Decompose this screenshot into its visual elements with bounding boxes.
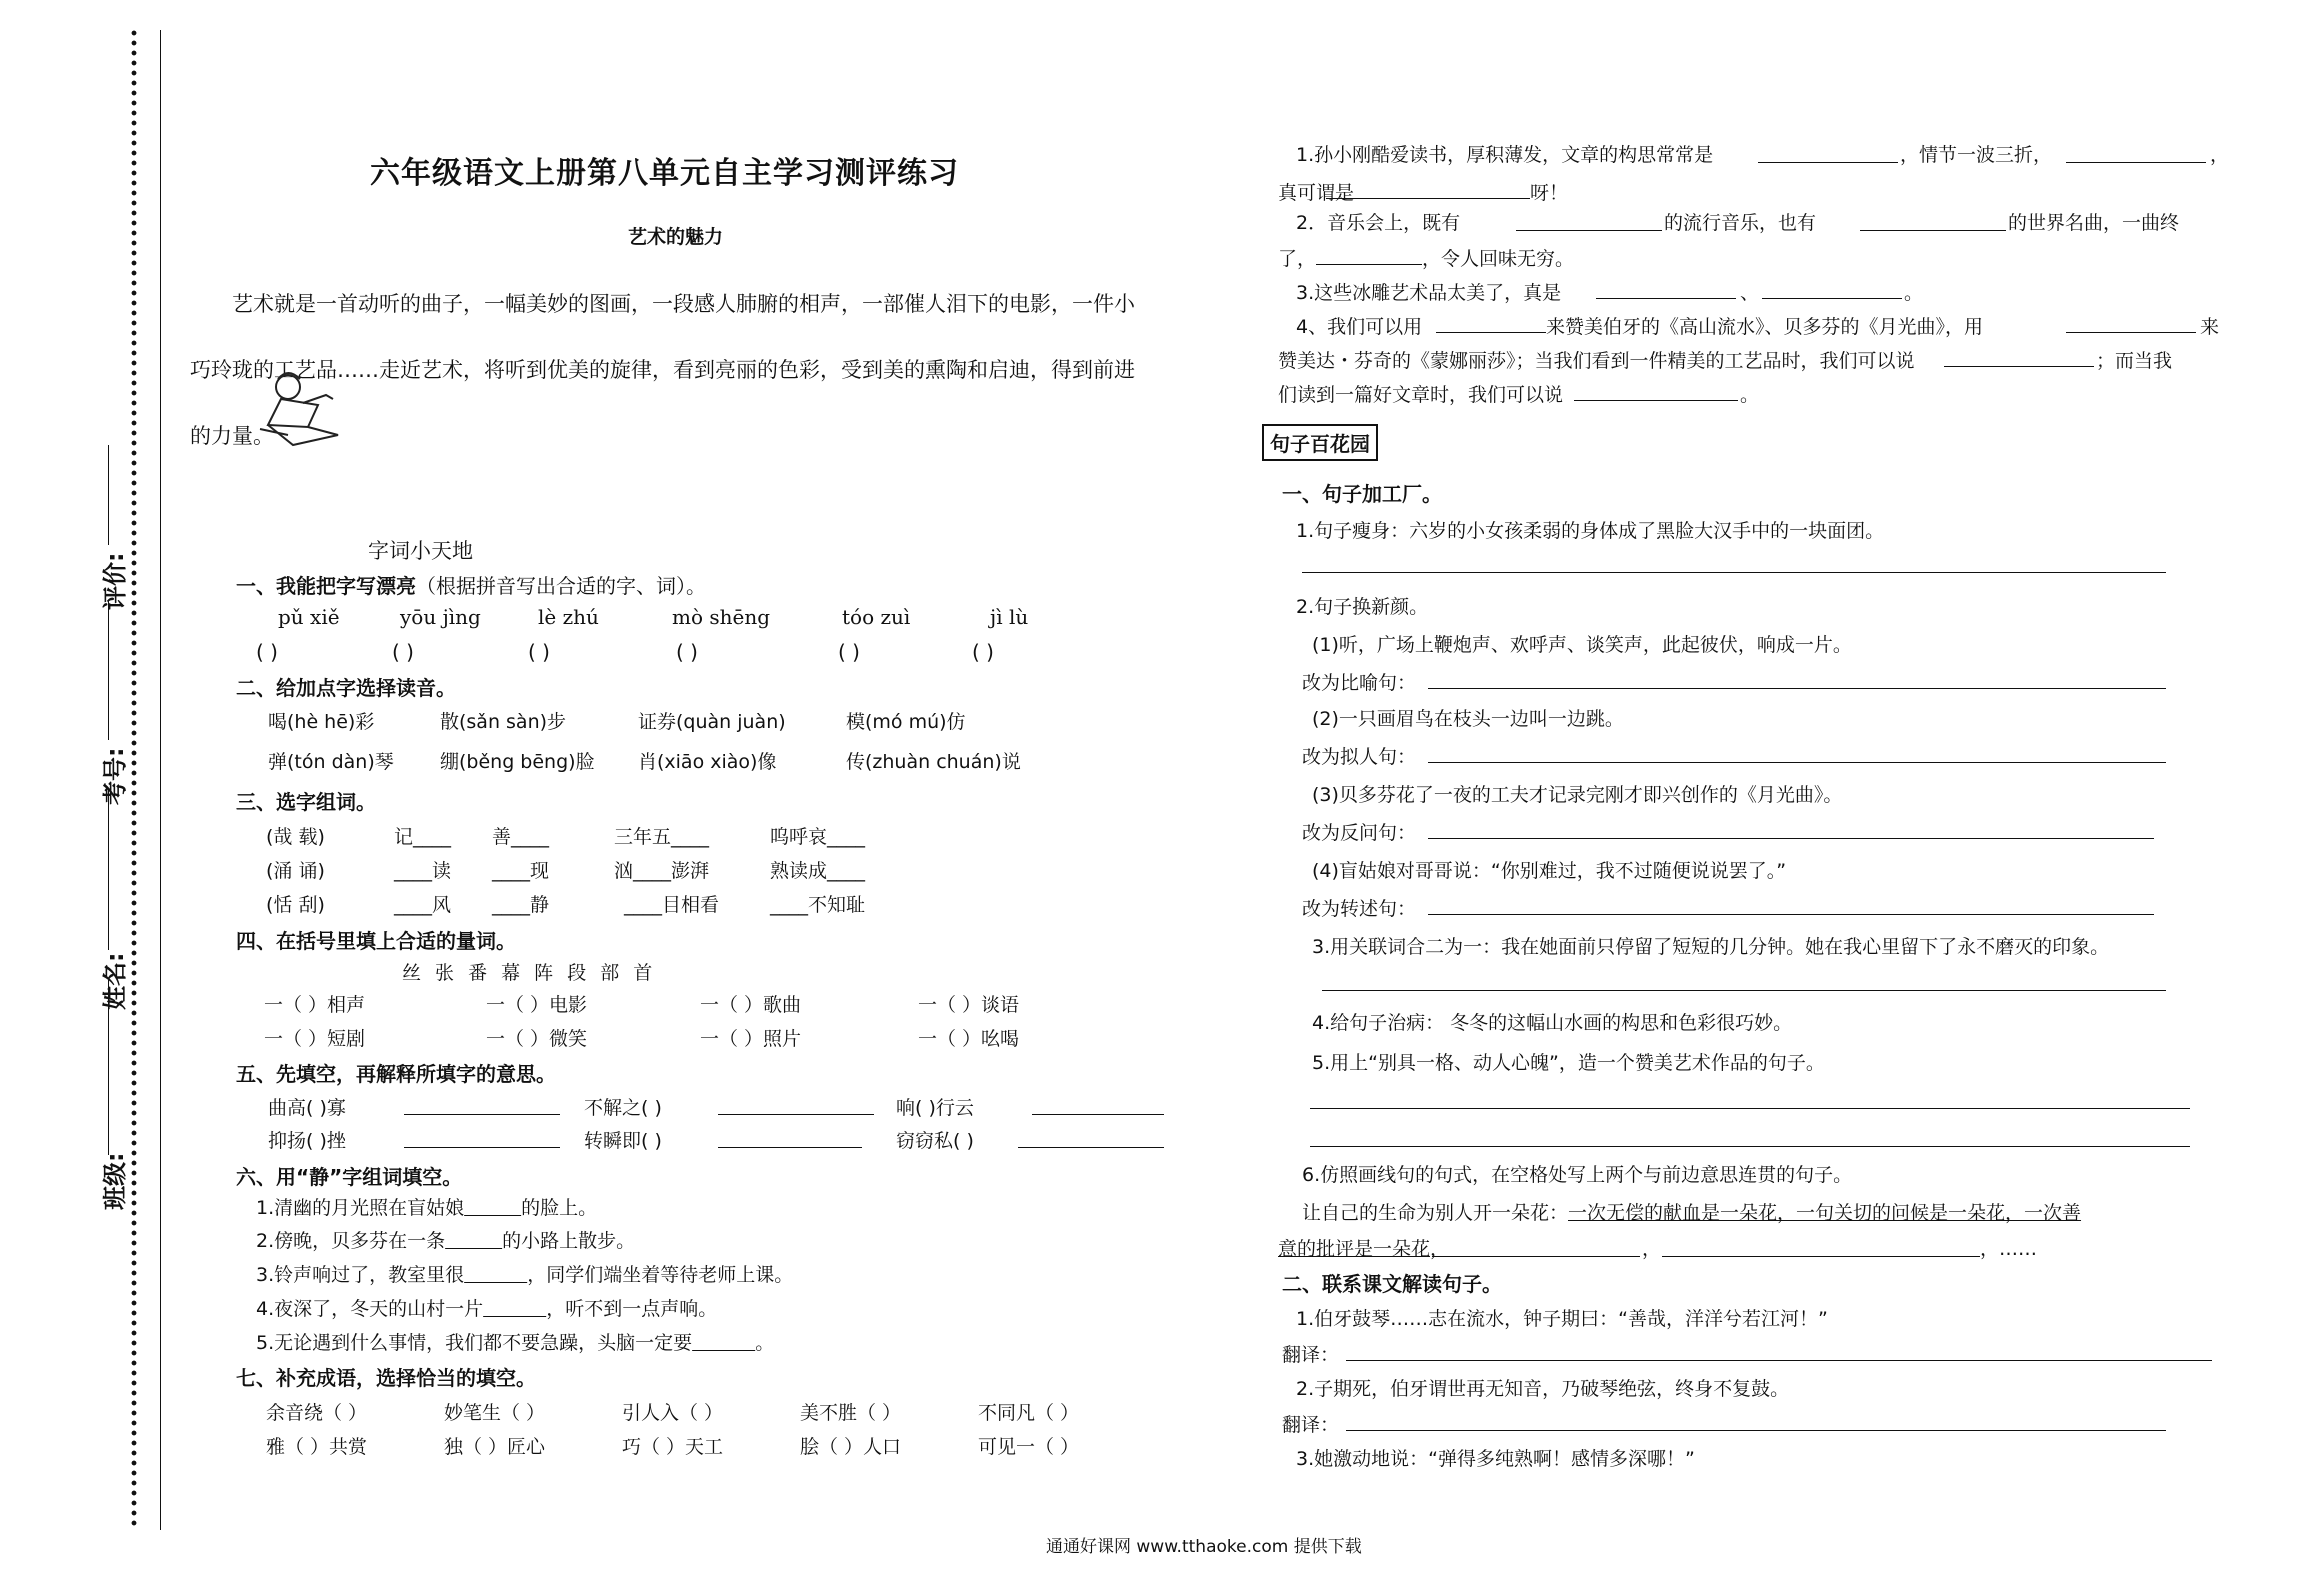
q6-item-2: 2.傍晚，贝多芬在一条 的小路上散步。 xyxy=(256,1230,636,1252)
pinyin-2: yōu jìng xyxy=(400,605,481,629)
grade-field-line xyxy=(108,445,109,545)
q7-heading: 七、补充成语，选择恰当的填空。 xyxy=(236,1366,536,1390)
q4-item-6[interactable]: 一（ ）微笑 xyxy=(486,1028,588,1050)
q3-r1-c[interactable]: 三年五____ xyxy=(614,826,710,848)
underlined-example: 一次无偿的献血是一朵花，一句关切的问候是一朵花，一次善 xyxy=(1568,1202,2082,1224)
q2-item-1: 喝(hè hē)彩 xyxy=(268,711,375,733)
margin-line xyxy=(160,30,161,1530)
translate-label-2: 翻译： xyxy=(1282,1414,1340,1436)
exam-no-label: 考号: xyxy=(101,747,129,805)
q1-heading: 一、我能把字写漂亮（根据拼音写出合适的字、词）。 xyxy=(236,574,706,598)
q7-item-9[interactable]: 脍（ ）人口 xyxy=(800,1436,902,1458)
q3-r2-a[interactable]: ____读 xyxy=(394,860,452,882)
intro-line-1: 艺术就是一首动听的曲子，一幅美妙的图画，一段感人肺腑的相声，一部催人泪下的电影，一件小 xyxy=(232,292,1135,316)
q3-r3-group: (恬 刮) xyxy=(266,894,325,916)
q3-r2-group: (涌 诵) xyxy=(266,860,325,882)
q7-item-5[interactable]: 不同凡（ ） xyxy=(978,1402,1080,1424)
personification-label: 改为拟人句： xyxy=(1302,746,1417,768)
q5-item-5[interactable]: 转瞬即( ) xyxy=(584,1130,662,1152)
q4-item-1[interactable]: 一（ ）相声 xyxy=(264,994,366,1016)
fill-1-blank-2[interactable] xyxy=(2066,162,2206,163)
fill-1-blank-1[interactable] xyxy=(1758,162,1898,163)
fill-2-d: 了， xyxy=(1278,248,1317,270)
name-field-line xyxy=(108,790,109,950)
comma-1: ， xyxy=(1642,1238,1662,1260)
q7-item-10[interactable]: 可见一（ ） xyxy=(978,1436,1080,1458)
fill-2-blank-3[interactable] xyxy=(1316,264,1422,265)
answer-paren-6[interactable]: ( ) xyxy=(972,640,994,664)
answer-paren-2[interactable]: ( ) xyxy=(392,640,414,664)
q3-r2-c[interactable]: 汹____澎湃 xyxy=(614,860,710,882)
q7-item-2[interactable]: 妙笔生（ ） xyxy=(444,1402,546,1424)
fill-3-blank-1[interactable] xyxy=(1596,298,1736,299)
q6-blank-1[interactable] xyxy=(464,1197,521,1219)
q5-blank-1[interactable] xyxy=(404,1114,560,1115)
q5-heading: 五、先填空，再解释所填字的意思。 xyxy=(236,1062,556,1086)
fill-2-e: ，令人回味无穷。 xyxy=(1422,248,1575,270)
imitation-blank-1[interactable] xyxy=(1432,1256,1640,1257)
q2-item-6: 绷(běng bēng)脸 xyxy=(440,751,595,773)
q4-item-5[interactable]: 一（ ）短剧 xyxy=(264,1028,366,1050)
q2-item-3: 证券(quàn juàn) xyxy=(638,711,786,733)
fill-3-blank-2[interactable] xyxy=(1762,298,1902,299)
sentence-garden-title: 句子百花园 xyxy=(1262,424,1378,461)
classical-item-2: 2.子期死，伯牙谓世再无知音，乃破琴绝弦，终身不复鼓。 xyxy=(1296,1378,1790,1400)
q5-blank-4[interactable] xyxy=(404,1147,560,1148)
fill-4-blank-4[interactable] xyxy=(1574,400,1738,401)
translate-line-1[interactable] xyxy=(1346,1360,2212,1361)
q4-item-4[interactable]: 一（ ）谈语 xyxy=(918,994,1020,1016)
classical-item-1: 1.伯牙鼓琴……志在流水，钟子期曰：“善哉，洋洋兮若江河！” xyxy=(1296,1308,1828,1330)
metaphor-label: 改为比喻句： xyxy=(1302,672,1417,694)
q6-item-3: 3.铃声响过了，教室里很 ，同学们端坐着等待老师上课。 xyxy=(256,1264,794,1286)
q7-item-1[interactable]: 余音绕（ ） xyxy=(266,1402,368,1424)
q3-r1-group: (哉 载) xyxy=(266,826,325,848)
exam-no-field-line xyxy=(108,600,109,740)
q7-item-3[interactable]: 引人入（ ） xyxy=(622,1402,724,1424)
fill-3-b: 、 xyxy=(1740,282,1760,304)
grade-label: 评价: xyxy=(101,552,129,610)
fill-2-c: 的世界名曲，一曲终 xyxy=(2008,212,2180,234)
q6-blank-4[interactable] xyxy=(483,1298,546,1320)
q3-r3-d[interactable]: ____不知耻 xyxy=(770,894,866,916)
q2-item-2: 散(sǎn sàn)步 xyxy=(440,711,567,733)
sentence-item-6-lead: 让自己的生命为别人开一朵花：一次无偿的献血是一朵花，一句关切的问候是一朵花，一次善 xyxy=(1302,1202,2082,1224)
fill-1-c: ， xyxy=(2210,144,2230,166)
answer-line-3[interactable] xyxy=(1322,990,2166,991)
fill-2-b: 的流行音乐，也有 xyxy=(1664,212,1817,234)
q7-item-8[interactable]: 巧（ ）天工 xyxy=(622,1436,724,1458)
intro-line-2: 巧玲珑的工艺品……走近艺术，将听到优美的旋律，看到亮丽的色彩，受到美的熏陶和启迪，得到前进 xyxy=(190,358,1135,382)
q3-r1-d[interactable]: 呜呼哀____ xyxy=(770,826,866,848)
indirect-speech-label: 改为转述句： xyxy=(1302,898,1417,920)
fill-1-blank-3[interactable] xyxy=(1326,198,1530,199)
fill-2-a: 2．音乐会上，既有 xyxy=(1296,212,1461,234)
sentence-item-4: 4.给句子治病： 冬冬的这幅山水画的构思和色彩很巧妙。 xyxy=(1312,1012,1793,1034)
answer-paren-1[interactable]: ( ) xyxy=(256,640,278,664)
sentence-item-2: 2.句子换新颜。 xyxy=(1296,596,1429,618)
q5-blank-5[interactable] xyxy=(718,1147,862,1148)
indirect-speech-answer-line[interactable] xyxy=(1428,914,2154,915)
translate-label-1: 翻译： xyxy=(1282,1344,1340,1366)
q4-item-7[interactable]: 一（ ）照片 xyxy=(700,1028,802,1050)
q3-r3-b[interactable]: ____静 xyxy=(492,894,550,916)
fill-4-blank-3[interactable] xyxy=(1944,366,2094,367)
q4-word-bank: 丝 张 番 幕 阵 段 部 首 xyxy=(402,962,653,984)
fill-4-c: 来 xyxy=(2200,316,2220,338)
sentence-item-2d: (4)盲姑娘对哥哥说：“你别难过，我不过随便说说罢了。” xyxy=(1312,860,1787,882)
q5-item-6[interactable]: 窃窃私( ) xyxy=(896,1130,974,1152)
fill-2-blank-1[interactable] xyxy=(1516,230,1662,231)
sentence-section-2-heading: 二、联系课文解读句子。 xyxy=(1282,1272,1502,1296)
fill-4-f: 们读到一篇好文章时，我们可以说 xyxy=(1278,384,1564,406)
q6-heading: 六、用“静”字组词填空。 xyxy=(236,1165,463,1189)
binding-dotted-line xyxy=(131,30,137,1530)
q4-item-8[interactable]: 一（ ）吆喝 xyxy=(918,1028,1020,1050)
fill-3-a: 3.这些冰雕艺术品太美了，真是 xyxy=(1296,282,1562,304)
q3-r1-b[interactable]: 善____ xyxy=(492,826,550,848)
sentence-item-1: 1.句子瘦身：六岁的小女孩柔弱的身体成了黑脸大汉手中的一块面团。 xyxy=(1296,520,1885,542)
fill-1-b: ，情节一波三折， xyxy=(1900,144,2053,166)
comma-ellipsis: ，…… xyxy=(1980,1238,2038,1260)
answer-line-5a[interactable] xyxy=(1310,1108,2190,1109)
q5-item-4[interactable]: 抑扬( )挫 xyxy=(268,1130,346,1152)
pinyin-1: pǔ xiě xyxy=(278,605,340,629)
class-label: 班级: xyxy=(101,1152,129,1210)
sentence-item-6: 6.仿照画线句的句式，在空格处写上两个与前边意思连贯的句子。 xyxy=(1302,1164,1853,1186)
q6-item-1: 1.清幽的月光照在盲姑娘 的脸上。 xyxy=(256,1197,598,1219)
fill-4-b: 来赞美伯牙的《高山流水》、贝多芬的《月光曲》，用 xyxy=(1546,316,1984,338)
fill-4-g: 。 xyxy=(1740,384,1760,406)
q5-item-1[interactable]: 曲高( )寡 xyxy=(268,1097,346,1119)
fill-3-c: 。 xyxy=(1904,282,1924,304)
pinyin-6: jì lù xyxy=(990,605,1029,629)
answer-paren-4[interactable]: ( ) xyxy=(676,640,698,664)
q5-item-2[interactable]: 不解之( ) xyxy=(584,1097,662,1119)
q3-heading: 三、选字组词。 xyxy=(236,790,376,814)
fill-4-blank-1[interactable] xyxy=(1436,332,1546,333)
sentence-section-1-heading: 一、句子加工厂。 xyxy=(1282,482,1442,506)
q5-blank-6[interactable] xyxy=(1018,1147,1164,1148)
page-title: 六年级语文上册第八单元自主学习测评练习 xyxy=(370,156,959,191)
sentence-item-2a: (1)听，广场上鞭炮声、欢呼声、谈笑声，此起彼伏，响成一片。 xyxy=(1312,634,1852,656)
q7-item-4[interactable]: 美不胜（ ） xyxy=(800,1402,902,1424)
fill-1-e: 呀！ xyxy=(1530,182,1569,204)
pinyin-4: mò shēng xyxy=(672,605,771,629)
imitation-blank-2[interactable] xyxy=(1662,1256,1980,1257)
reading-child-illustration xyxy=(248,365,348,450)
rhetorical-label: 改为反问句： xyxy=(1302,822,1417,844)
q3-r3-c[interactable]: ____目相看 xyxy=(624,894,720,916)
answer-paren-5[interactable]: ( ) xyxy=(838,640,860,664)
metaphor-answer-line[interactable] xyxy=(1428,688,2166,689)
fill-4-d: 赞美达・芬奇的《蒙娜丽莎》；当我们看到一件精美的工艺品时，我们可以说 xyxy=(1278,350,1915,372)
section-title-words: 字词小天地 xyxy=(368,539,473,563)
q5-blank-2[interactable] xyxy=(718,1114,874,1115)
answer-line-5b[interactable] xyxy=(1310,1146,2190,1147)
q2-item-8: 传(zhuàn chuán)说 xyxy=(846,751,1021,773)
fill-4-e: ；而当我 xyxy=(2096,350,2173,372)
q2-item-4: 模(mó mú)仿 xyxy=(846,711,966,733)
sentence-item-2c: (3)贝多芬花了一夜的工夫才记录完刚才即兴创作的《月光曲》。 xyxy=(1312,784,1843,806)
fill-1-a: 1.孙小刚酷爱读书，厚积薄发，文章的构思常常是 xyxy=(1296,144,1714,166)
q6-blank-2[interactable] xyxy=(445,1230,502,1252)
classical-item-3: 3.她激动地说：“弹得多纯熟啊！感情多深哪！” xyxy=(1296,1448,1695,1470)
fill-1-d: 真可谓是 xyxy=(1278,182,1355,204)
sentence-item-5: 5.用上“别具一格、动人心魄”，造一个赞美艺术作品的句子。 xyxy=(1312,1052,1825,1074)
footer-source: 通通好课网 www.tthaoke.com 提供下载 xyxy=(1046,1537,1362,1557)
q6-item-5: 5.无论遇到什么事情，我们都不要急躁，头脑一定要 。 xyxy=(256,1332,775,1354)
fill-4-a: 4、我们可以用 xyxy=(1296,316,1423,338)
q3-r3-a[interactable]: ____风 xyxy=(394,894,452,916)
q6-blank-5[interactable] xyxy=(692,1332,755,1354)
fill-2-blank-2[interactable] xyxy=(1860,230,2006,231)
q4-item-2[interactable]: 一（ ）电影 xyxy=(486,994,588,1016)
page-subtitle: 艺术的魅力 xyxy=(628,226,724,248)
q3-r2-d[interactable]: 熟读成____ xyxy=(770,860,866,882)
translate-line-2[interactable] xyxy=(1346,1430,2166,1431)
name-label: 姓名: xyxy=(101,952,129,1010)
q2-item-7: 肖(xiāo xiào)像 xyxy=(638,751,777,773)
personification-answer-line[interactable] xyxy=(1428,762,2166,763)
intro-line-3: 的力量。 xyxy=(190,424,274,448)
q2-heading: 二、给加点字选择读音。 xyxy=(236,676,456,700)
q4-item-3[interactable]: 一（ ）歌曲 xyxy=(700,994,802,1016)
q4-heading: 四、在括号里填上合适的量词。 xyxy=(236,929,516,953)
answer-paren-3[interactable]: ( ) xyxy=(528,640,550,664)
sentence-item-3: 3.用关联词合二为一：我在她面前只停留了短短的几分钟。她在我心里留下了永不磨灭的印象。 xyxy=(1312,936,2110,958)
fill-4-blank-2[interactable] xyxy=(2066,332,2196,333)
q6-blank-3[interactable] xyxy=(464,1264,527,1286)
sentence-item-6-cont: 意的批评是一朵花， xyxy=(1278,1238,1450,1260)
q7-item-7[interactable]: 独（ ）匠心 xyxy=(444,1436,546,1458)
q6-item-4: 4.夜深了，冬天的山村一片 ，听不到一点声响。 xyxy=(256,1298,718,1320)
rhetorical-answer-line[interactable] xyxy=(1428,838,2154,839)
sentence-item-2b: (2)一只画眉鸟在枝头一边叫一边跳。 xyxy=(1312,708,1624,730)
q2-item-5: 弹(tón dàn)琴 xyxy=(268,751,394,773)
q5-blank-3[interactable] xyxy=(1032,1114,1164,1115)
q3-r1-a[interactable]: 记____ xyxy=(394,826,452,848)
pinyin-3: lè zhú xyxy=(538,605,599,629)
pinyin-5: tóo zuì xyxy=(842,605,911,629)
q5-item-3[interactable]: 响( )行云 xyxy=(896,1097,974,1119)
q3-r2-b[interactable]: ____现 xyxy=(492,860,550,882)
q7-item-6[interactable]: 雅（ ）共赏 xyxy=(266,1436,368,1458)
answer-line-1[interactable] xyxy=(1302,572,2166,573)
